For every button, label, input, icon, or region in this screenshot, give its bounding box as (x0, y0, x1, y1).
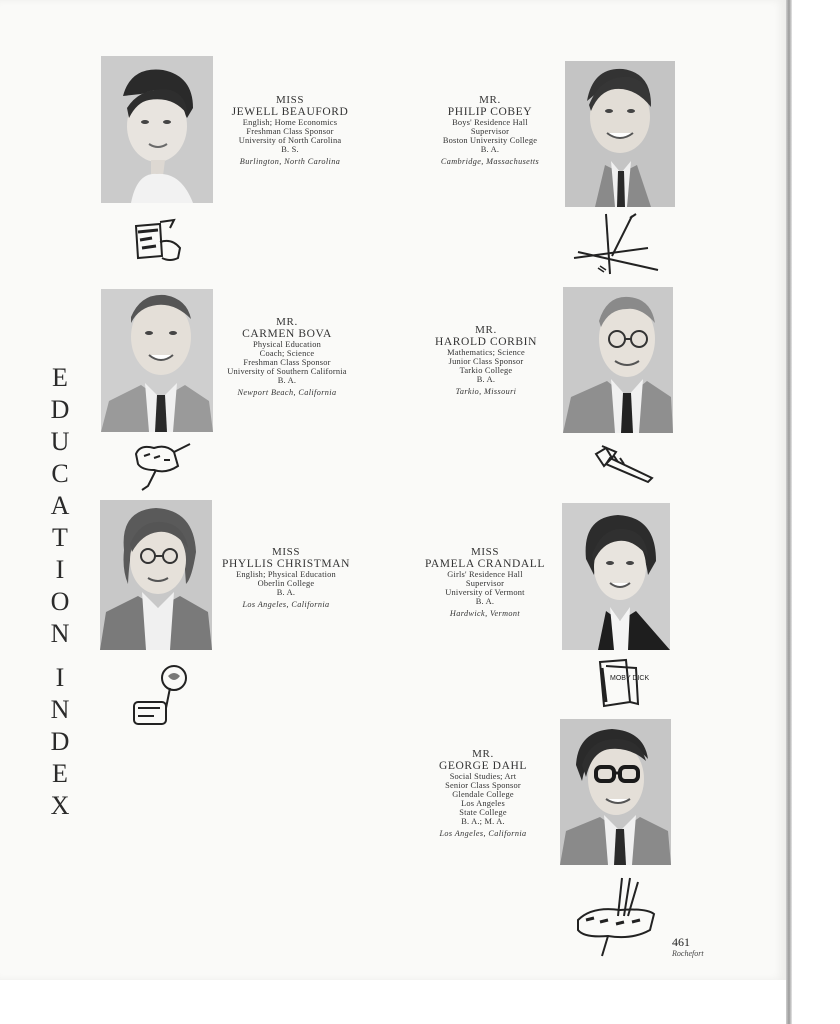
section-title-letter: C (51, 459, 69, 488)
faculty-detail: B. A. (476, 375, 496, 384)
faculty-detail: University of Vermont (445, 588, 525, 597)
faculty-detail: B. A. (480, 145, 500, 154)
faculty-detail: Physical Education (252, 340, 322, 349)
section-title-letter: I (55, 555, 65, 584)
faculty-detail: Boys' Residence Hall (452, 118, 528, 127)
section-title (48, 362, 72, 822)
portrait-photo-corbin (563, 287, 673, 433)
section-title-letter: U (50, 427, 70, 456)
faculty-title: MR. (472, 748, 494, 760)
faculty-name: PHILIP COBEY (447, 106, 533, 118)
faculty-detail: Oberlin College (257, 579, 315, 588)
faculty-title: MR. (475, 324, 497, 336)
faculty-hometown: Los Angeles, California (242, 600, 330, 609)
faculty-detail: B. A. (277, 376, 297, 385)
faculty-detail: University of Southern California (227, 367, 347, 376)
faculty-detail: Girls' Residence Hall (447, 570, 523, 579)
faculty-detail: Supervisor (465, 579, 505, 588)
jar-icon (130, 218, 184, 264)
section-title-letter: A (50, 491, 70, 520)
faculty-detail: B. A.; M. A. (461, 817, 505, 826)
section-title-letter: N (50, 695, 70, 724)
faculty-detail: Supervisor (470, 127, 510, 136)
faculty-name: JEWELL BEAUFORD (231, 106, 349, 118)
faculty-detail: Freshman Class Sponsor (246, 127, 334, 136)
faculty-title: MR. (276, 316, 298, 328)
faculty-detail: Freshman Class Sponsor (243, 358, 331, 367)
paint-palette-icon (572, 874, 658, 958)
faculty-hometown: Los Angeles, California (439, 829, 527, 838)
faculty-entry-crandall (395, 546, 575, 619)
book-title-text: MOBY DICK (610, 675, 650, 682)
faculty-hometown: Newport Beach, California (237, 388, 337, 397)
faculty-detail: Junior Class Sponsor (448, 357, 524, 366)
faculty-name: PHYLLIS CHRISTMAN (221, 558, 351, 570)
page-edge (786, 0, 840, 1024)
faculty-detail: B. A. (475, 597, 495, 606)
faculty-detail: Senior Class Sponsor (445, 781, 521, 790)
section-title-letter: E (52, 759, 68, 788)
book-icon (596, 658, 650, 708)
section-title-letter: D (50, 395, 70, 424)
section-title-letter: E (52, 363, 68, 392)
phonograph-icon (130, 662, 190, 728)
section-title-letter: I (55, 663, 65, 692)
faculty-hometown: Cambridge, Massachusetts (440, 157, 540, 166)
section-title-letter: O (50, 587, 70, 616)
palette-icon (130, 440, 192, 494)
faculty-detail: B. A. (276, 588, 296, 597)
yearbook-name: Rochefort (672, 949, 704, 958)
faculty-name: HAROLD CORBIN (434, 336, 538, 348)
page-number: 461 (672, 935, 690, 949)
faculty-hometown: Tarkio, Missouri (455, 387, 517, 396)
faculty-detail: Tarkio College (459, 366, 513, 375)
faculty-name: CARMEN BOVA (242, 328, 332, 340)
section-title-letter: X (50, 791, 70, 820)
faculty-detail: Los Angeles (461, 799, 505, 808)
faculty-detail: Glendale College (452, 790, 514, 799)
portrait-photo-cobey (565, 61, 675, 207)
section-title-letter: D (50, 727, 70, 756)
faculty-entry-beauford (200, 94, 380, 167)
faculty-entry-corbin (396, 324, 576, 397)
faculty-entry-bova (195, 316, 379, 398)
faculty-detail: Mathematics; Science (447, 348, 525, 357)
page-footer (672, 936, 712, 959)
faculty-detail: English; Physical Education (236, 570, 336, 579)
portrait-photo-dahl (560, 719, 671, 865)
faculty-entry-dahl (393, 748, 573, 839)
section-title-letter: T (52, 523, 68, 552)
faculty-title: MISS (275, 94, 305, 106)
faculty-name: PAMELA CRANDALL (424, 558, 546, 570)
faculty-detail: Social Studies; Art (449, 772, 517, 781)
faculty-hometown: Hardwick, Vermont (449, 609, 521, 618)
faculty-title: MISS (470, 546, 500, 558)
faculty-entry-cobey (400, 94, 580, 167)
faculty-hometown: Burlington, North Carolina (239, 157, 341, 166)
faculty-detail: University of North Carolina (238, 136, 342, 145)
faculty-title: MR. (479, 94, 501, 106)
portrait-photo-beauford (101, 56, 213, 203)
faculty-detail: Boston University College (442, 136, 538, 145)
portrait-photo-crandall (562, 503, 670, 650)
faculty-detail: State College (459, 808, 507, 817)
section-title-letter: N (50, 619, 70, 648)
faculty-detail: B. S. (281, 145, 299, 154)
faculty-title: MISS (271, 546, 301, 558)
faculty-entry-christman (196, 546, 376, 610)
faculty-name: GEORGE DAHL (438, 760, 528, 772)
sticks-icon (570, 212, 662, 276)
faculty-detail: English; Home Economics (242, 118, 338, 127)
faculty-detail: Coach; Science (259, 349, 315, 358)
wrench-icon (592, 444, 656, 484)
